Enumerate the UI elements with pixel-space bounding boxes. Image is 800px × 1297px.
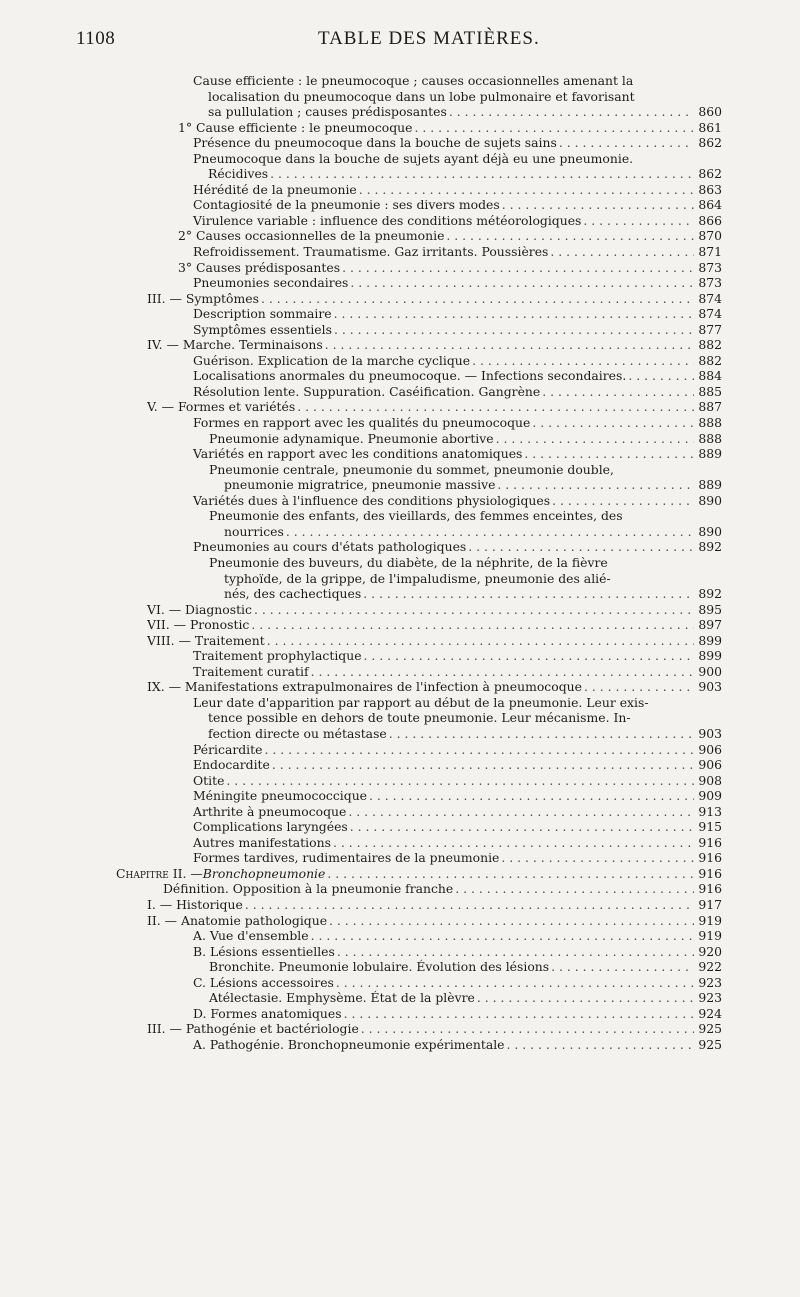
entry-title: Méningite pneumococcique xyxy=(193,788,368,804)
toc-entry[interactable] xyxy=(0,648,800,664)
page-ref: 890 xyxy=(698,492,722,508)
dot-leader xyxy=(542,384,694,400)
toc-entry[interactable] xyxy=(0,959,800,975)
page-ref: 916 xyxy=(698,850,722,866)
toc-entry[interactable] xyxy=(0,881,800,897)
entry-title: Pneumocoque dans la bouche de sujets ayant déjà eu une pneumonie. xyxy=(193,150,634,166)
entry-title: IV. — Marche. Terminaisons xyxy=(147,337,323,353)
page-ref: 909 xyxy=(698,788,722,804)
entry-title: Cause efficiente : le pneumocoque ; causes occasionnelles amenant la xyxy=(193,73,634,88)
entry-title-continued: sa pullulation ; causes prédisposantes xyxy=(208,104,447,120)
page-ref: 913 xyxy=(698,803,722,819)
page-ref: 916 xyxy=(698,865,722,881)
toc-entry[interactable] xyxy=(0,944,800,960)
page-ref: 882 xyxy=(698,337,722,353)
entry-title-continued: pneumonie migratrice, pneumonie massive xyxy=(224,477,496,493)
dot-leader xyxy=(350,819,694,835)
toc-entry[interactable] xyxy=(0,415,800,431)
dot-leader xyxy=(286,524,694,540)
dot-leader xyxy=(501,850,694,866)
dot-leader xyxy=(477,990,694,1006)
page-ref: 900 xyxy=(698,663,722,679)
entry-title: C. Lésions accessoires xyxy=(193,974,334,990)
page-ref: 919 xyxy=(698,928,722,944)
entry-title: Bronchite. Pneumonie lobulaire. Évolution des lésions xyxy=(209,959,550,975)
entry-title: Formes tardives, rudimentaires de la pneumonie xyxy=(193,850,500,866)
entry-title: Otite xyxy=(193,772,225,788)
dot-leader xyxy=(311,664,694,680)
toc-entry[interactable] xyxy=(0,1037,800,1053)
toc-entry[interactable] xyxy=(0,539,800,555)
page-ref: 863 xyxy=(698,181,722,197)
entry-title: Symptômes essentiels xyxy=(193,321,332,337)
toc-entry[interactable] xyxy=(0,337,800,353)
entry-title-continued: localisation du pneumocoque dans un lobe pulmonaire et favorisant xyxy=(208,88,635,104)
entry-title: Hérédité de la pneumonie xyxy=(193,181,357,197)
dot-leader xyxy=(264,742,694,758)
page-ref: 873 xyxy=(698,275,722,291)
dot-leader xyxy=(334,322,694,338)
dot-leader xyxy=(245,897,694,913)
toc-entry[interactable] xyxy=(0,850,800,866)
dot-leader xyxy=(524,446,694,462)
toc-entry[interactable] xyxy=(0,120,800,136)
toc-entry[interactable] xyxy=(0,664,800,680)
page-ref: 908 xyxy=(698,772,722,788)
toc-entry[interactable] xyxy=(0,617,800,633)
page-ref: 923 xyxy=(698,974,722,990)
toc-entry[interactable] xyxy=(0,804,800,820)
dot-leader xyxy=(333,835,694,851)
dot-leader xyxy=(628,368,694,384)
page-ref: 889 xyxy=(698,477,722,493)
page-ref: 882 xyxy=(698,352,722,368)
toc-entry[interactable] xyxy=(0,602,800,618)
page-ref: 861 xyxy=(698,119,722,135)
entry-title: Pneumonies secondaires xyxy=(193,275,349,291)
entry-title: Contagiosité de la pneumonie : ses divers modes xyxy=(193,197,500,213)
toc-entry[interactable] xyxy=(0,322,800,338)
entry-title-continued: fection directe ou métastase xyxy=(208,725,387,741)
page-ref: 920 xyxy=(698,943,722,959)
entry-title: V. — Formes et variétés xyxy=(147,399,296,415)
toc-entry[interactable] xyxy=(0,975,800,991)
page-ref: 888 xyxy=(698,415,722,431)
toc-entry[interactable] xyxy=(0,835,800,851)
dot-leader xyxy=(497,477,694,493)
page-ref: 874 xyxy=(698,306,722,322)
entry-title: VIII. — Traitement xyxy=(147,632,265,648)
toc-entry[interactable] xyxy=(0,1006,800,1022)
entry-title: VI. — Diagnostic xyxy=(147,601,252,617)
page-ref: 925 xyxy=(698,1021,722,1037)
entry-title-continued: nourrices xyxy=(224,523,284,539)
page-ref: 919 xyxy=(698,912,722,928)
entry-title: Complications laryngées xyxy=(193,819,348,835)
dot-leader xyxy=(272,757,694,773)
page-ref: 884 xyxy=(698,368,722,384)
running-title: TABLE DES MATIÈRES. xyxy=(318,28,540,49)
page-ref: 895 xyxy=(698,601,722,617)
toc-entry[interactable] xyxy=(0,773,800,789)
toc-entry[interactable] xyxy=(0,306,800,322)
entry-title-continued: nés, des cachectiques xyxy=(224,586,362,602)
entry-title: VII. — Pronostic xyxy=(147,617,250,633)
entry-title: Définition. Opposition à la pneumonie franche xyxy=(163,881,454,897)
dot-leader xyxy=(359,182,694,198)
dot-leader xyxy=(559,135,694,151)
toc-entry[interactable] xyxy=(0,742,800,758)
dot-leader xyxy=(472,353,694,369)
entry-title: IX. — Manifestations extrapulmonaires de l'infection à pneumocoque xyxy=(147,679,582,695)
dot-leader xyxy=(350,275,694,291)
entry-title: Localisations anormales du pneumocoque. — Infections secondaires. xyxy=(193,368,627,384)
entry-title: 1° Cause efficiente : le pneumocoque xyxy=(178,119,413,135)
toc-entry[interactable] xyxy=(0,384,800,400)
dot-leader xyxy=(311,928,694,944)
toc-entry[interactable] xyxy=(0,399,800,415)
toc-entry[interactable] xyxy=(0,260,800,276)
page-ref: 887 xyxy=(698,399,722,415)
dot-leader xyxy=(334,306,694,322)
dot-leader xyxy=(584,679,694,695)
toc-entry[interactable] xyxy=(0,462,800,493)
toc-entry[interactable] xyxy=(0,913,800,929)
page-ref: 922 xyxy=(698,959,722,975)
page-ref: 870 xyxy=(698,228,722,244)
page-ref: 874 xyxy=(698,290,722,306)
entry-title-continued: Récidives xyxy=(208,166,269,182)
dot-leader xyxy=(337,944,694,960)
dot-leader xyxy=(342,260,694,276)
page-ref: 906 xyxy=(698,757,722,773)
dot-leader xyxy=(532,415,694,431)
entry-title: Atélectasie. Emphysème. État de la plèvre xyxy=(209,990,475,1006)
toc-entry[interactable] xyxy=(0,353,800,369)
dot-leader xyxy=(455,881,694,897)
entry-title: Endocardite xyxy=(193,757,270,773)
toc-entry[interactable] xyxy=(0,508,800,539)
toc-entry[interactable] xyxy=(0,446,800,462)
dot-leader xyxy=(414,120,694,136)
page-ref: 925 xyxy=(698,1036,722,1052)
entry-title: Présence du pneumocoque dans la bouche de sujets sains xyxy=(193,135,557,151)
entry-title: Traitement prophylactique xyxy=(193,648,362,664)
page-ref: 892 xyxy=(698,539,722,555)
dot-leader xyxy=(344,1006,694,1022)
page-ref: 890 xyxy=(698,523,722,539)
toc-entry[interactable] xyxy=(0,757,800,773)
page-header xyxy=(0,28,800,56)
page-ref: 860 xyxy=(698,104,722,120)
toc-entry[interactable] xyxy=(0,1021,800,1037)
dot-leader xyxy=(254,602,694,618)
dot-leader xyxy=(364,648,694,664)
toc-entry[interactable] xyxy=(0,897,800,913)
entry-title-continued: typhoïde, de la grippe, de l'impaludisme, pneumonie des alié- xyxy=(224,570,611,586)
toc-chapter-entry[interactable] xyxy=(0,866,800,882)
dot-leader xyxy=(496,431,694,447)
toc-entry[interactable] xyxy=(0,182,800,198)
page-ref: 889 xyxy=(698,446,722,462)
toc-entry[interactable] xyxy=(0,228,800,244)
chapter-title: Bronchopneumonie xyxy=(202,865,326,881)
dot-leader xyxy=(325,337,694,353)
page-ref: 899 xyxy=(698,648,722,664)
page-ref: 924 xyxy=(698,1005,722,1021)
page-ref: 915 xyxy=(698,819,722,835)
toc-entry[interactable] xyxy=(0,493,800,509)
entry-title: Virulence variable : influence des conditions météorologiques xyxy=(193,212,582,228)
dot-leader xyxy=(583,213,694,229)
dot-leader xyxy=(336,975,694,991)
entry-title: III. — Symptômes xyxy=(147,290,259,306)
toc-entry[interactable] xyxy=(0,291,800,307)
dot-leader xyxy=(446,228,694,244)
toc-entry[interactable] xyxy=(0,555,800,602)
page-ref: 899 xyxy=(698,632,722,648)
entry-title: B. Lésions essentielles xyxy=(193,943,335,959)
entry-title: Refroidissement. Traumatisme. Gaz irritants. Poussières xyxy=(193,244,549,260)
entry-title-continued: tence possible en dehors de toute pneumonie. Leur mécanisme. In- xyxy=(208,710,631,726)
entry-title: Guérison. Explication de la marche cyclique xyxy=(193,352,471,368)
entry-title: Variétés dues à l'influence des conditions physiologiques xyxy=(193,492,551,508)
entry-title: Description sommaire xyxy=(193,306,332,322)
dot-leader xyxy=(502,197,694,213)
toc-entry[interactable] xyxy=(0,244,800,260)
dot-leader xyxy=(327,866,694,882)
page-ref: 903 xyxy=(698,679,722,695)
entry-title: Péricardite xyxy=(193,741,263,757)
entry-title: A. Pathogénie. Bronchopneumonie expérimentale xyxy=(193,1036,505,1052)
page-ref: 923 xyxy=(698,990,722,1006)
dot-leader xyxy=(363,586,694,602)
table-of-contents xyxy=(0,73,800,1052)
entry-title: Pneumonie centrale, pneumonie du sommet, pneumonie double, xyxy=(209,461,614,477)
page-ref: 917 xyxy=(698,896,722,912)
dot-leader xyxy=(297,399,694,415)
dot-leader xyxy=(389,726,694,742)
page-ref: 864 xyxy=(698,197,722,213)
page-ref: 897 xyxy=(698,617,722,633)
entry-title: Formes en rapport avec les qualités du pneumocoque xyxy=(193,415,531,431)
toc-entry[interactable] xyxy=(0,431,800,447)
dot-leader xyxy=(468,539,694,555)
entry-title: 3° Causes prédisposantes xyxy=(178,259,341,275)
page-ref: 862 xyxy=(698,135,722,151)
toc-entry[interactable] xyxy=(0,151,800,182)
page-ref: 885 xyxy=(698,383,722,399)
page-ref: 862 xyxy=(698,166,722,182)
entry-title: Pneumonie des buveurs, du diabète, de la néphrite, de la fièvre xyxy=(209,554,608,570)
dot-leader xyxy=(348,804,694,820)
dot-leader xyxy=(361,1021,694,1037)
page-number: 1108 xyxy=(76,28,116,49)
toc-entry[interactable] xyxy=(0,633,800,649)
dot-leader xyxy=(552,493,694,509)
toc-entry[interactable] xyxy=(0,73,800,120)
dot-leader xyxy=(261,291,694,307)
page-ref: 871 xyxy=(698,244,722,260)
page-ref: 916 xyxy=(698,834,722,850)
entry-title: Pneumonie adynamique. Pneumonie abortive xyxy=(209,430,494,446)
toc-entry[interactable] xyxy=(0,275,800,291)
entry-title: II. — Anatomie pathologique xyxy=(147,912,328,928)
dot-leader xyxy=(551,959,694,975)
page-ref: 916 xyxy=(698,881,722,897)
dot-leader xyxy=(369,788,694,804)
toc-entry[interactable] xyxy=(0,135,800,151)
toc-entry[interactable] xyxy=(0,928,800,944)
entry-title: Pneumonies au cours d'états pathologiques xyxy=(193,539,467,555)
dot-leader xyxy=(251,617,694,633)
page-ref: 892 xyxy=(698,586,722,602)
entry-title: Autres manifestations xyxy=(193,834,331,850)
entry-title: 2° Causes occasionnelles de la pneumonie xyxy=(178,228,445,244)
toc-entry[interactable] xyxy=(0,990,800,1006)
entry-title: III. — Pathogénie et bactériologie xyxy=(147,1021,359,1037)
dot-leader xyxy=(507,1037,694,1053)
toc-entry[interactable] xyxy=(0,368,800,384)
entry-title: I. — Historique xyxy=(147,896,243,912)
toc-entry[interactable] xyxy=(0,695,800,742)
entry-title: D. Formes anatomiques xyxy=(193,1005,342,1021)
entry-title: A. Vue d'ensemble xyxy=(193,928,309,944)
page-ref: 903 xyxy=(698,725,722,741)
entry-title: Leur date d'apparition par rapport au début de la pneumonie. Leur exis- xyxy=(193,694,649,710)
entry-title: Pneumonie des enfants, des vieillards, des femmes enceintes, des xyxy=(209,508,623,524)
entry-title: Arthrite à pneumocoque xyxy=(193,803,347,819)
page-ref: 873 xyxy=(698,259,722,275)
chapter-label: Chapitre II. — xyxy=(116,865,203,881)
page-ref: 906 xyxy=(698,741,722,757)
page-ref: 866 xyxy=(698,212,722,228)
toc-entry[interactable] xyxy=(0,819,800,835)
dot-leader xyxy=(550,244,694,260)
dot-leader xyxy=(329,913,694,929)
entry-title: Traitement curatif xyxy=(193,663,309,679)
dot-leader xyxy=(270,166,694,182)
page-ref: 888 xyxy=(698,430,722,446)
entry-title: Résolution lente. Suppuration. Caséification. Gangrène xyxy=(193,383,541,399)
toc-entry[interactable] xyxy=(0,213,800,229)
dot-leader xyxy=(267,633,694,649)
entry-title: Variétés en rapport avec les conditions anatomiques xyxy=(193,446,523,462)
dot-leader xyxy=(449,104,694,120)
page-ref: 877 xyxy=(698,321,722,337)
dot-leader xyxy=(226,773,694,789)
toc-entry[interactable] xyxy=(0,788,800,804)
toc-entry[interactable] xyxy=(0,197,800,213)
toc-entry[interactable] xyxy=(0,679,800,695)
